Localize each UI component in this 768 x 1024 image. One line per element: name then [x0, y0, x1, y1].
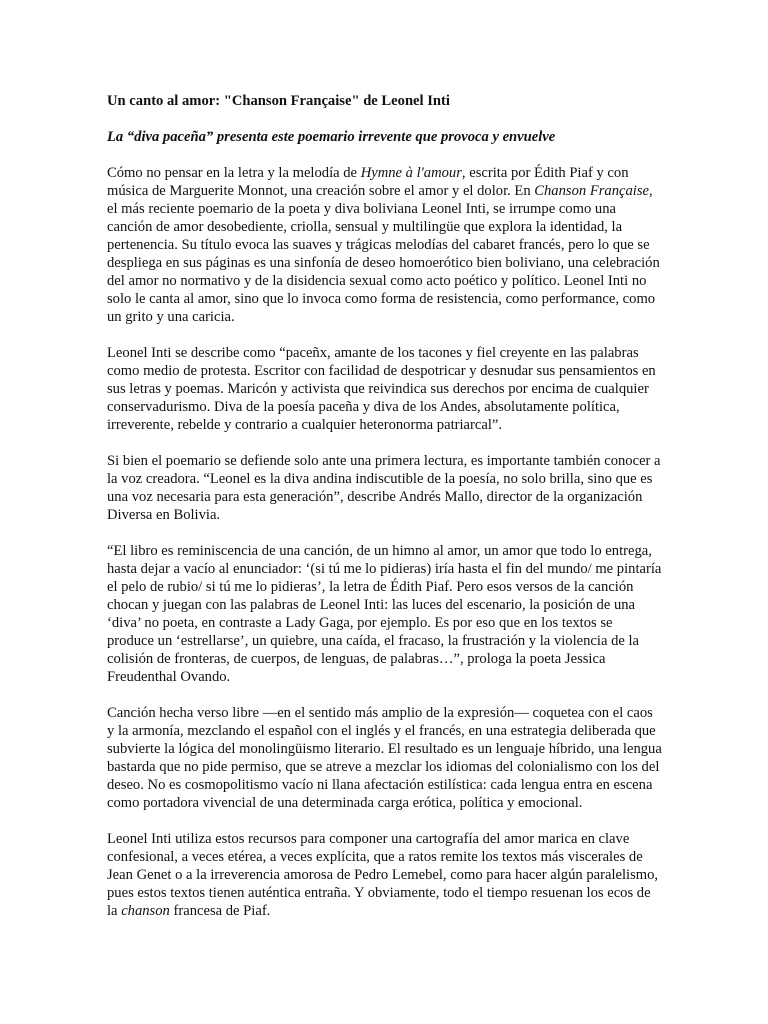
p1-text-a: Cómo no pensar en la letra y la melodía de [107, 165, 361, 181]
paragraph-2: Leonel Inti se describe como “paceñx, amante de los tacones y fiel creyente en las palabras como medio de protesta. Escritor con facilidad de despotricar y desnudar sus pensamientos en sus letras y poemas. Maricón y activista que reivindica sus derechos por encima de cualquier conservadurismo. Diva de la poesía paceña y diva de los Andes, absolutamente política, irreverente, rebelde y contrario a cualquier heteronorma patriarcal”. [107, 345, 656, 433]
p6-text-a: Leonel Inti utiliza estos recursos para componer una cartografía del amor marica en clave confesional, a veces etérea, a veces explícita, que a ratos remite los textos más viscerales de Jean Genet o a la irreverencia amorosa de Pedro Lemebel, como para hacer algún paralelismo, pues estos textos tienen auténtica entraña. Y obviamente, todo el tiempo resuenan los ecos de la [107, 831, 659, 919]
paragraph-4: “El libro es reminiscencia de una canción, de un himno al amor, un amor que todo lo entrega, hasta dejar a vacío al enunciador: ‘(si tú me lo pidieras) iría hasta el fin del mundo/ me pintaría el pelo de rubio/ si tú me lo pidieras’, la letra de Édith Piaf. Pero esos versos de la canción chocan y juegan con las palabras de Leonel Inti: las luces del escenario, la posición de una ‘diva’ no poeta, en contraste a Lady Gaga, por ejemplo. Es por eso que en los textos se produce un ‘estrellarse’, un quiebre, una caída, el fracaso, la frustración y la violencia de la colisión de fronteras, de cuerpos, de lenguas, de palabras…”, prologa la poeta Jessica Freudenthal Ovando. [107, 543, 662, 685]
p1-text-e: , el más reciente poemario de la poeta y diva boliviana Leonel Inti, se irrumpe como una canción de amor desobediente, criolla, sensual y multilingüe que explora la identidad, la pertenencia. Su título evoca las suaves y trágicas melodías del cabaret francés, pero lo que se despliega en sus páginas es una sinfonía de deseo homoerótico bien boliviano, una celebración del amor no normativo y de la disidencia sexual como acto poético y político. Leonel Inti no solo le canta al amor, sino que lo invoca como forma de resistencia, como performance, como un grito y una caricia. [107, 183, 660, 325]
paragraph-1 [107, 164, 663, 326]
article-title: Un canto al amor: "Chanson Française" de Leonel Inti [107, 93, 450, 109]
paragraph-6 [107, 830, 663, 920]
p1-book-title: Chanson Française [534, 183, 650, 199]
document-page [107, 92, 663, 938]
paragraph-5: Canción hecha verso libre —en el sentido más amplio de la expresión— coquetea con el caos y la armonía, mezclando el español con el inglés y el francés, en una estrategia deliberada que subvierte la lógica del monolingüismo literario. El resultado es un lenguaje híbrido, una lengua bastarda que no pide permiso, que se atreve a mezclar los idiomas del colonialismo con los del deseo. No es cosmopolitismo vacío ni llana afectación estilística: cada lengua entra en escena como portadora vivencial de una determinada carga erótica, política y emocional. [107, 705, 662, 811]
article-subtitle: La “diva paceña” presenta este poemario irrevente que provoca y envuelve [107, 129, 556, 145]
p1-text-c: , escrita por Édith Piaf y con música de Marguerite Monnot, una creación sobre el amor y el dolor. En [107, 165, 629, 199]
p6-text-c: francesa de Piaf. [169, 903, 271, 919]
p6-chanson-word: chanson [121, 903, 170, 919]
p1-song-title: Hymne à l'amour [360, 165, 462, 181]
paragraph-3: Si bien el poemario se defiende solo ante una primera lectura, es importante también conocer a la voz creadora. “Leonel es la diva andina indiscutible de la poesía, no solo brilla, sino que es una voz necesaria para esta generación”, describe Andrés Mallo, director de la organización Diversa en Bolivia. [107, 453, 661, 523]
